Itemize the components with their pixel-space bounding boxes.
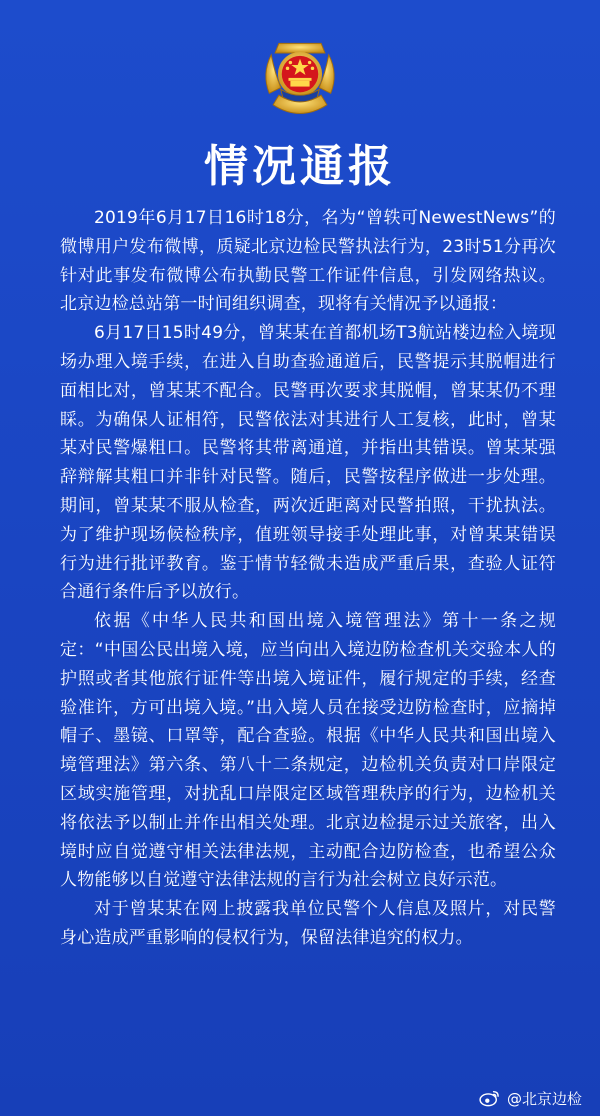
weibo-icon [479, 1089, 501, 1107]
paragraph-incident: 6月17日15时49分，曾某某在首都机场T3航站楼边检入境现场办理入境手续，在进入自助查验通道后，民警提示其脱帽进行面相比对，曾某某不配合。民警再次要求其脱帽，曾某某仍不理睬。为确保人证相符，民警依法对其进行人工复核，此时，曾某某对民警爆粗口。民警将其带离通道，并指出其错误。曾某某强辞辩解其粗口并非针对民警。随后，民警按程序做进一步处理。期间，曾某某不服从检查，两次近距离对民警拍照，干扰执法。为了维护现场候检秩序，值班领导接手处理此事，对曾某某错误行为进行批评教育。鉴于情节轻微未造成严重后果，查验人证符合通行条件后予以放行。 [60, 323, 556, 603]
weibo-watermark [479, 1086, 582, 1110]
watermark-text: @北京边检 [506, 1089, 582, 1108]
paragraph-intro: 2019年6月17日16时18分，名为“曾轶可NewestNews”的微博用户发布微博，质疑北京边检民警执法行为，23时51分再次针对此事发布微博公布执勤民警工作证件信息，引发网络热议。北京边检总站第一时间组织调查，现将有关情况予以通报： [60, 208, 556, 315]
police-emblem-icon [252, 28, 348, 124]
paragraph-law: 依据《中华人民共和国出境入境管理法》第十一条之规定：“中国公民出境入境，应当向出入境边防检查机关交验本人的护照或者其他旅行证件等出境入境证件，履行规定的手续，经查验准许，方可出境入境。”出入境人员在接受边防检查时，应摘掉帽子、墨镜、口罩等，配合查验。根据《中华人民共和国出境入境管理法》第六条、第八十二条规定，边检机关负责对口岸限定区域实施管理，对扰乱口岸限定区域管理秩序的行为，边检机关将依法予以制止并作出相关处理。北京边检提示过关旅客，出入境时应自觉遵守相关法律法规，主动配合边防检查，也希望公众人物能够以自觉遵守法律法规的言行为社会树立良好示范。 [60, 611, 556, 891]
page-title: 情况通报 [204, 141, 396, 192]
paragraph-rights: 对于曾某某在网上披露我单位民警个人信息及照片，对民警身心造成严重影响的侵权行为，保留法律追究的权力。 [60, 899, 556, 948]
bulletin-body [60, 204, 556, 953]
